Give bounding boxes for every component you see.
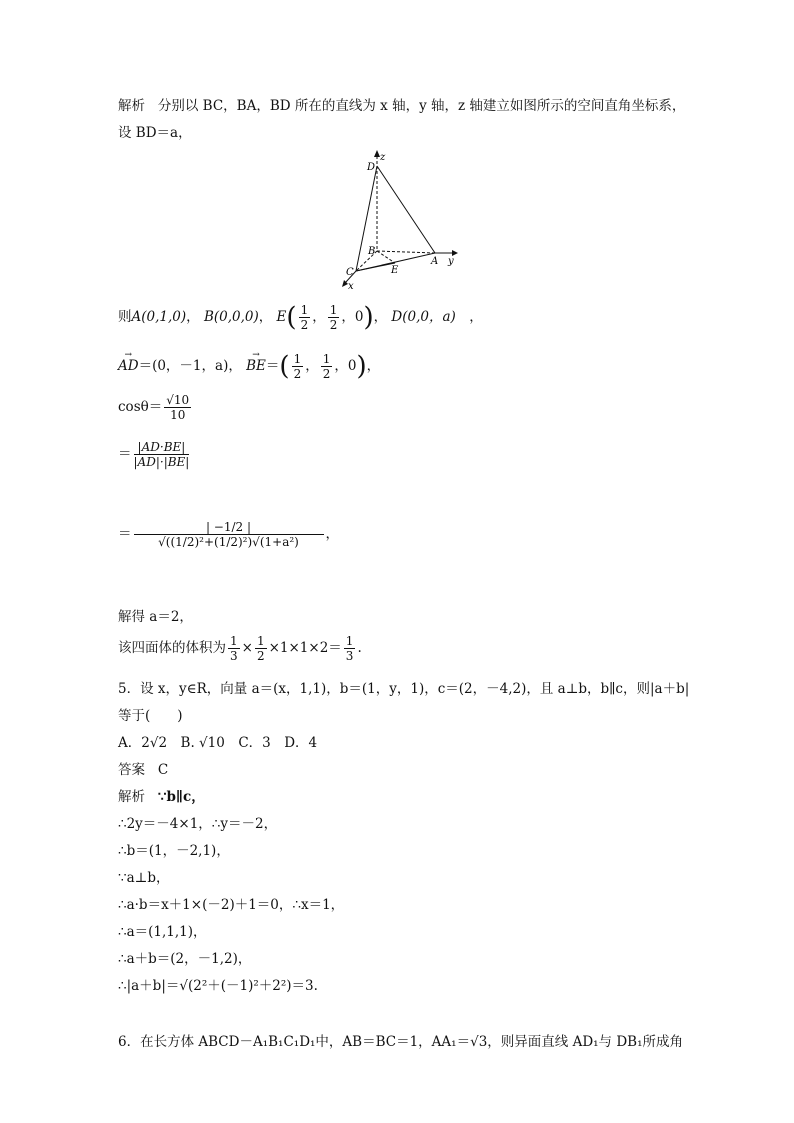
label-A: A [431, 256, 439, 267]
vectors-line: → AD＝(0，－1，a)， → BE＝( $\frac{1}{2}$ ， $\frac{1}{2}$ ，0)， [118, 352, 380, 381]
edge-BE-hidden [377, 251, 395, 263]
edge-CE [356, 263, 395, 271]
solution-intro-2: 设 BD＝a， [118, 125, 192, 141]
q5-sol-line: ∴|a＋b|＝√(2²＋(－1)²＋2²)＝3. [118, 978, 318, 994]
q5-stem-2: 等于( ) [118, 708, 183, 724]
solution-label: 解析 [118, 98, 145, 114]
edge-DA [377, 166, 435, 253]
coordinates-line: 则A(0,1,0)， B(0,0,0)， E( $\frac{1}{2}$ ， $\frac{1}{2}$ ，0)， D(0,0，a) ， [118, 302, 483, 333]
q5-solution-head: 解析 ∵b∥c， [118, 789, 205, 805]
label-B: B [368, 246, 376, 257]
q5-sol-line: ∵a⊥b， [118, 870, 170, 886]
label-C: C [346, 267, 354, 278]
solution-text: 分别以 BC，BA，BD 所在的直线为 x 轴，y 轴，z 轴建立如图所示的空间直角坐标系， [157, 98, 686, 114]
label-y: y [448, 256, 454, 267]
q5-sol-line: ∴a＝(1,1,1)， [118, 924, 207, 940]
q5-sol-line: ∴2y＝－4×1，∴y＝－2， [118, 816, 278, 832]
volume-line: 该四面体的体积为 $\frac{1}{3}$ × $\frac{1}{2}$ ×1×1×2＝ $\frac{1}{3}$ . [118, 634, 362, 663]
tetrahedron-figure [335, 148, 465, 290]
label-z: z [380, 152, 386, 163]
solve-line: 解得 a＝2， [118, 609, 193, 625]
q5-options: A．2√2 B. √10 C．3 D．4 [118, 735, 318, 751]
label-E: E [391, 265, 399, 276]
q5-sol-line: ∴a·b＝x＋1×(－2)＋1＝0，∴x＝1， [118, 897, 345, 913]
label-D: D [367, 162, 376, 173]
edge-BA-hidden [377, 251, 435, 253]
cos-step-1: ＝ $\frac{|AD\cdot BE|}{|AD|\cdot|BE|}$ [118, 440, 190, 469]
label-x: x [348, 281, 354, 290]
q5-stem: 5．设 x，y∈R，向量 a＝(x，1,1)，b＝(1，y，1)，c＝(2，－4,2)，且 a⊥b，b∥c，则|a＋b| [118, 681, 690, 697]
q5-answer: 答案 C [118, 762, 169, 778]
cos-step-2: ＝ $\frac{| -1/2 |}{\text{√((1/2)²+(1/2)²)√(1+a²)}}$ ， [118, 520, 339, 549]
solution-intro [118, 97, 685, 115]
cos-line: cosθ＝ $\frac{√10}{10}$ [118, 393, 190, 422]
q5-sol-line: ∴a＋b＝(2，－1,2)， [118, 951, 252, 967]
q6-stem: 6．在长方体 ABCD－A₁B₁C₁D₁中，AB＝BC＝1，AA₁＝√3，则异面直线 AD₁与 DB₁所成角 [118, 1034, 684, 1050]
q5-sol-line: ∴b＝(1，－2,1)， [118, 843, 230, 859]
